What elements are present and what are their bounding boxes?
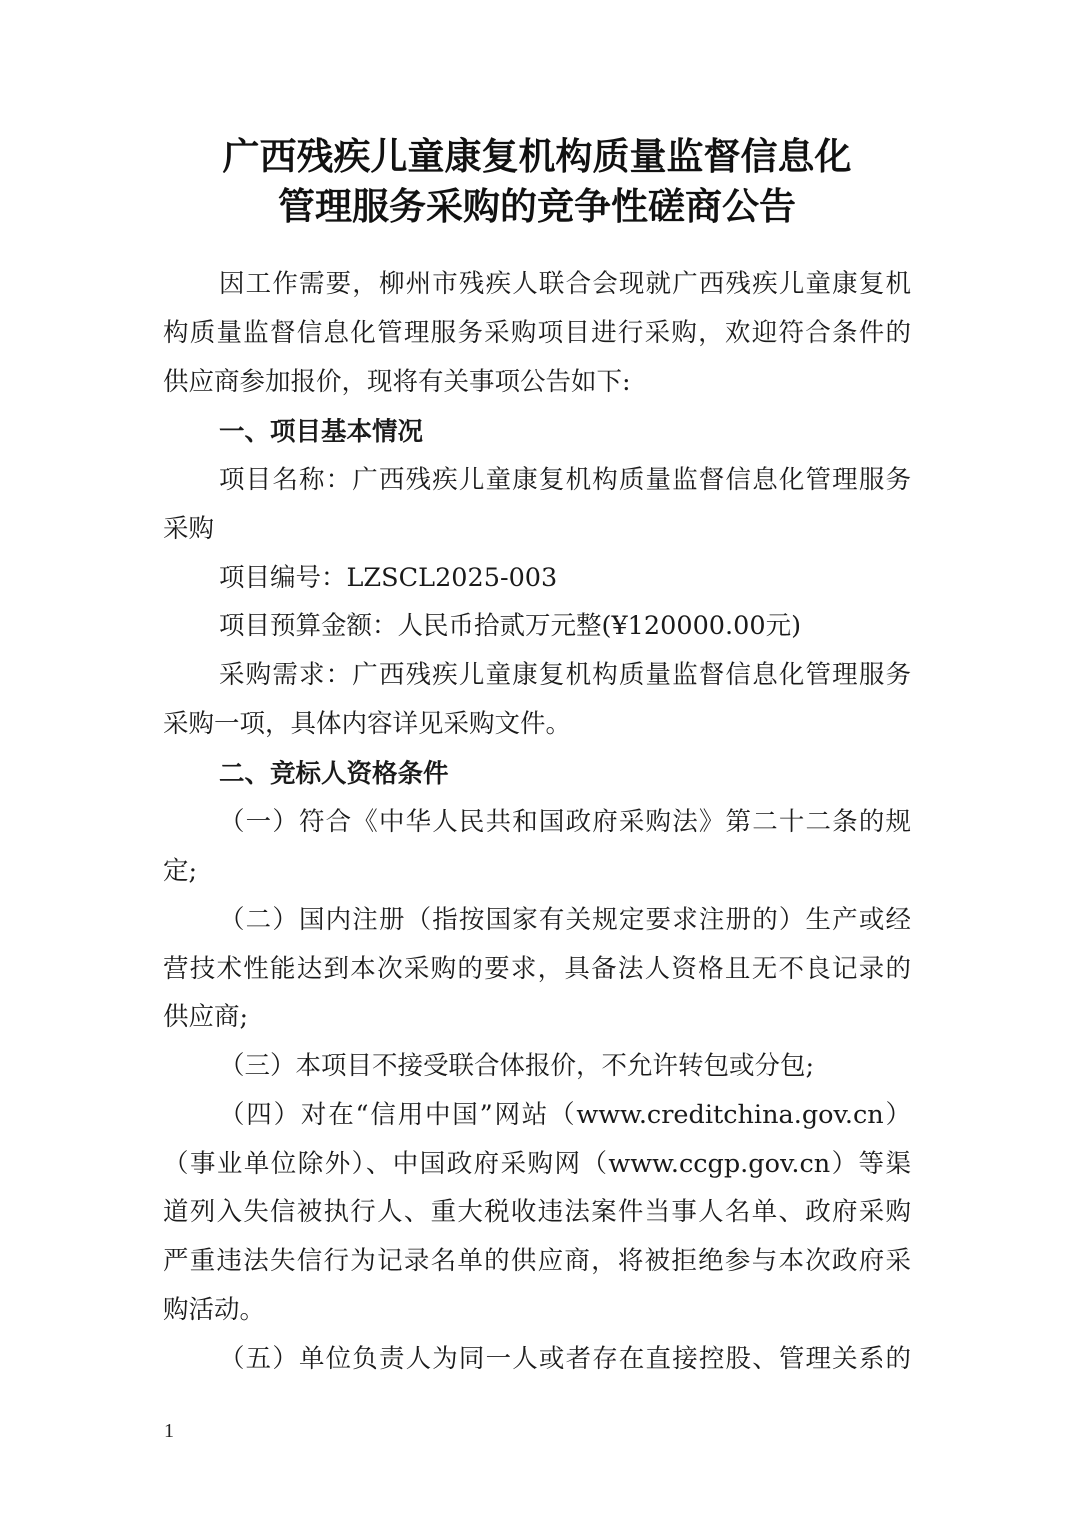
section-heading: 二、竞标人资格条件 [219,759,449,789]
section-heading: 一、项目基本情况 [219,417,424,447]
body-line: 定; [163,856,198,886]
body-line: 采购一项，具体内容详见采购文件。 [163,709,572,739]
body-line: 采购 [163,514,215,544]
body-line: 道列入失信被执行人、重大税收违法案件当事人名单、政府采购 [163,1197,911,1227]
body-line: （事业单位除外）、中国政府采购网（www.ccgp.gov.cn）等渠 [163,1149,911,1179]
body-line: 采购需求：广西残疾儿童康复机构质量监督信息化管理服务 [219,660,911,690]
body-line: 项目编号：LZSCL2025-003 [219,563,558,593]
document-title-line-2: 管理服务采购的竞争性磋商公告 [278,184,796,228]
body-line: （五）单位负责人为同一人或者存在直接控股、管理关系的 [219,1344,911,1374]
body-line: 因工作需要，柳州市残疾人联合会现就广西残疾儿童康复机 [219,269,911,299]
body-line: 项目预算金额：人民币拾贰万元整(¥120000.00元) [219,611,802,641]
body-line: 严重违法失信行为记录名单的供应商，将被拒绝参与本次政府采 [163,1246,911,1276]
page-number: 1 [164,1420,174,1442]
body-line: 购活动。 [163,1295,266,1325]
body-line: 营技术性能达到本次采购的要求，具备法人资格且无不良记录的 [163,954,911,984]
body-line: （四）对在“信用中国”网站（www.creditchina.gov.cn） [219,1100,911,1130]
body-line: （二）国内注册（指按国家有关规定要求注册的）生产或经 [219,905,911,935]
body-line: 供应商; [163,1002,249,1032]
body-line: （一）符合《中华人民共和国政府采购法》第二十二条的规 [219,807,911,837]
body-line: 供应商参加报价，现将有关事项公告如下: [163,367,631,397]
document-title-line-1: 广西残疾儿童康复机构质量监督信息化 [222,134,852,178]
body-line: （三）本项目不接受联合体报价，不允许转包或分包; [219,1051,815,1081]
body-line: 项目名称：广西残疾儿童康复机构质量监督信息化管理服务 [219,465,911,495]
body-line: 构质量监督信息化管理服务采购项目进行采购，欢迎符合条件的 [163,318,911,348]
